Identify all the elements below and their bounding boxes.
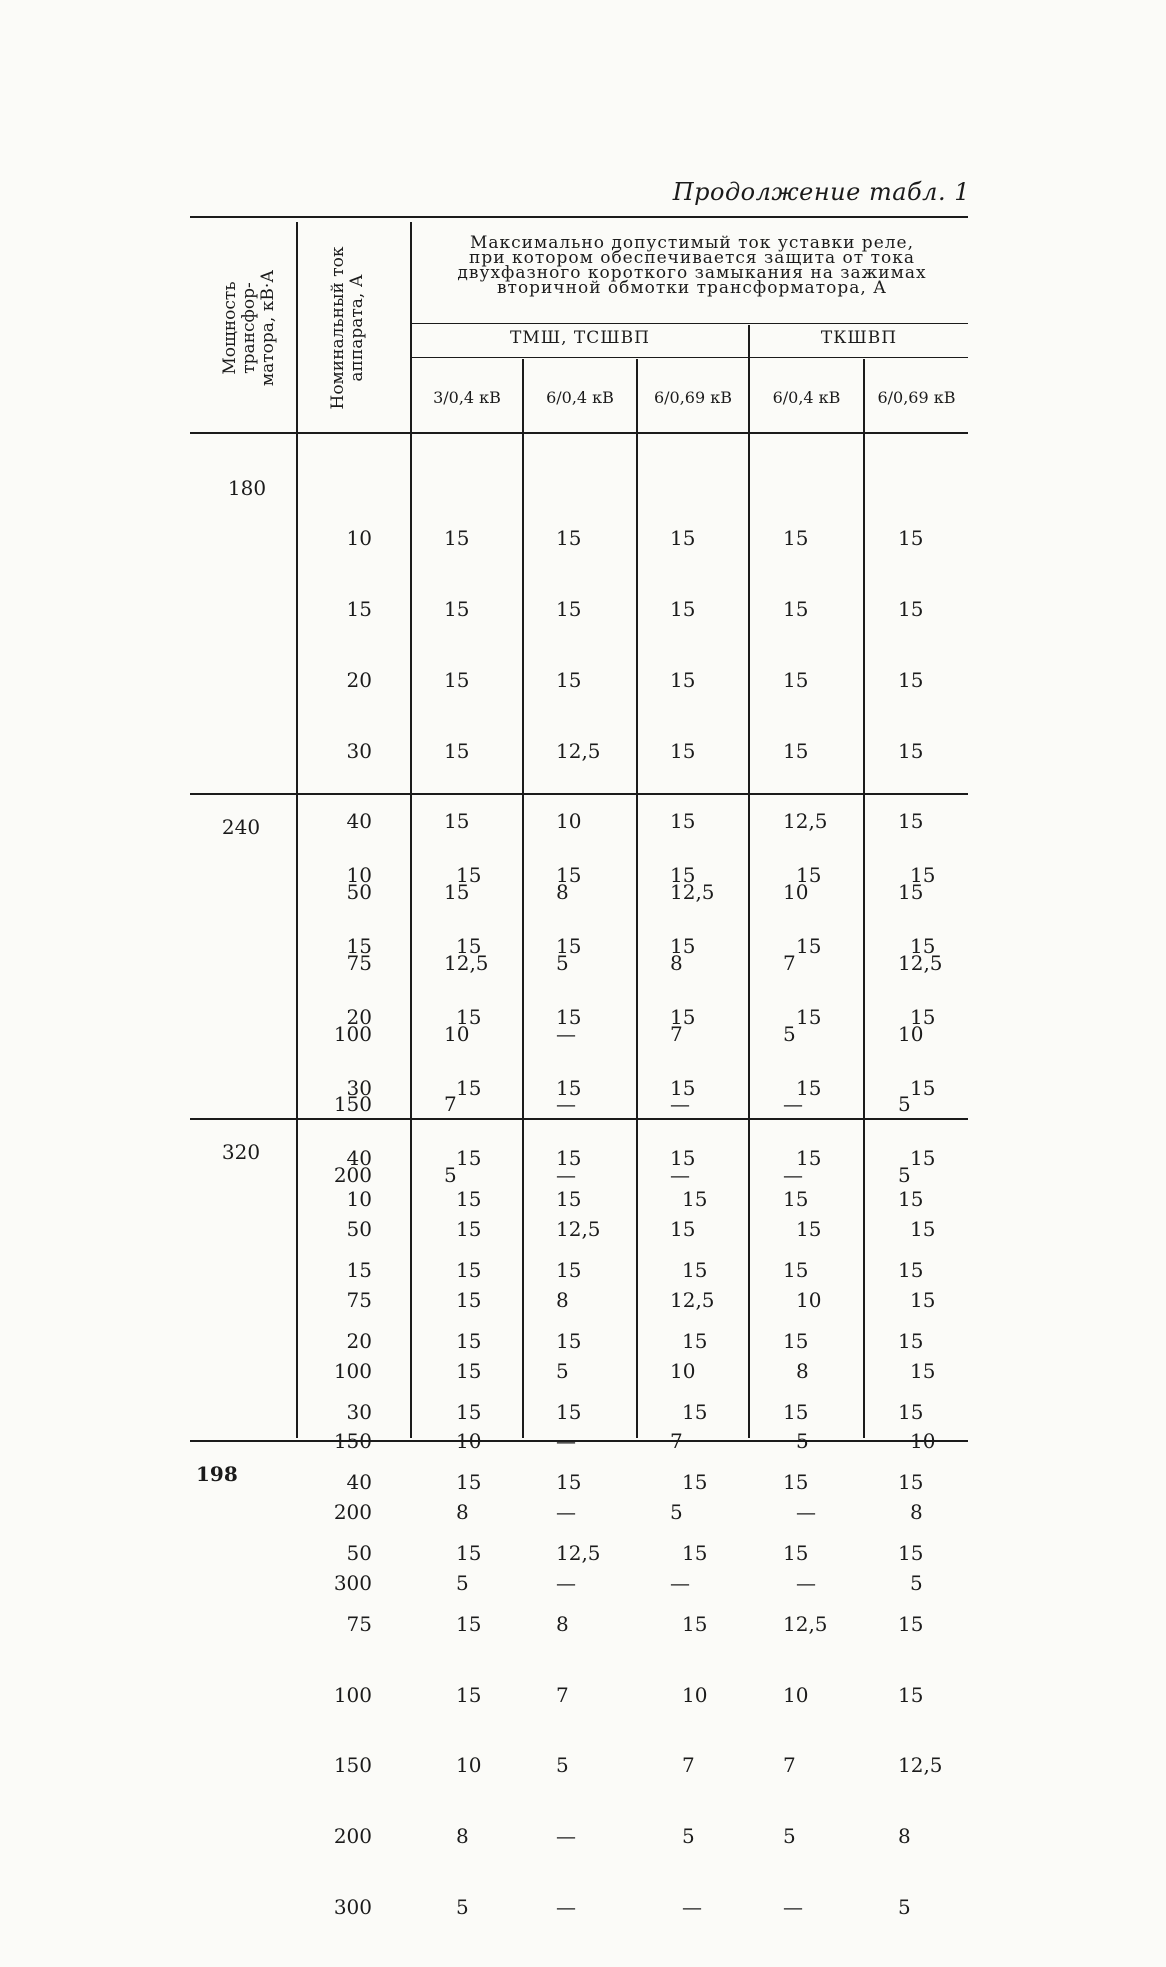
setting-current: 15 xyxy=(556,1399,582,1424)
rated-current: 10 xyxy=(346,1187,372,1212)
setting-current: 15 xyxy=(898,880,924,905)
setting-current: 15 xyxy=(456,1287,482,1312)
setting-current: — xyxy=(556,1895,576,1919)
setting-current: — xyxy=(556,1824,576,1849)
setting-current: 15 xyxy=(556,1328,582,1353)
setting-current: 15 xyxy=(670,1004,696,1029)
setting-current: 15 xyxy=(783,1470,809,1495)
rated-current: 150 xyxy=(333,1429,372,1454)
setting-current: 15 xyxy=(910,933,936,958)
setting-current: — xyxy=(556,1500,576,1525)
rated-current: 10 xyxy=(346,863,372,888)
setting-current: 10 xyxy=(783,1682,809,1707)
setting-current: 15 xyxy=(796,863,822,888)
setting-current: 8 xyxy=(556,1611,569,1636)
setting-current: 15 xyxy=(783,667,809,692)
rated-current: 50 xyxy=(346,1541,372,1566)
setting-current: 10 xyxy=(783,880,809,905)
setting-current: 15 xyxy=(898,1470,924,1495)
setting-current: — xyxy=(670,1571,690,1595)
setting-current: — xyxy=(783,1163,803,1188)
setting-current: 15 xyxy=(898,1328,924,1353)
setting-current: 5 xyxy=(456,1895,469,1919)
setting-current: 15 xyxy=(670,1217,696,1242)
rated-current: 40 xyxy=(346,809,372,834)
setting-current: — xyxy=(556,1021,576,1046)
subheader-2: 6/0,4 кВ xyxy=(546,388,614,407)
setting-current: 15 xyxy=(444,738,470,763)
setting-current: 15 xyxy=(783,1187,809,1212)
rated-current: 20 xyxy=(346,667,372,692)
subheader-5: 6/0,69 кВ xyxy=(877,388,956,407)
setting-current: 15 xyxy=(910,1217,936,1242)
setting-current: 15 xyxy=(556,1075,582,1100)
setting-current: 15 xyxy=(670,933,696,958)
setting-current: 10 xyxy=(670,1358,696,1383)
rated-current: 30 xyxy=(346,1075,372,1100)
rated-current: 50 xyxy=(346,1217,372,1242)
rated-current: 40 xyxy=(346,1470,372,1495)
setting-current: 5 xyxy=(444,1163,457,1188)
setting-current: 15 xyxy=(670,526,696,551)
setting-current: 15 xyxy=(556,526,582,551)
setting-current: 15 xyxy=(556,667,582,692)
rated-current: 200 xyxy=(333,1163,372,1188)
col-rule-f xyxy=(863,359,865,1438)
setting-current: 15 xyxy=(456,1611,482,1636)
setting-current: 8 xyxy=(556,1287,569,1312)
setting-current: 15 xyxy=(898,738,924,763)
setting-current: 15 xyxy=(898,1257,924,1282)
setting-current-list xyxy=(898,1141,943,1967)
setting-current: 12,5 xyxy=(670,880,715,905)
setting-current-list xyxy=(456,1141,481,1967)
rated-current: 100 xyxy=(333,1358,372,1383)
group-header-tkshvp: ТКШВП xyxy=(820,328,898,348)
setting-current: 15 xyxy=(910,1287,936,1312)
rated-current: 40 xyxy=(346,1146,372,1171)
setting-current: 5 xyxy=(796,1429,809,1454)
setting-current: 15 xyxy=(456,933,482,958)
rated-current: 200 xyxy=(333,1824,372,1849)
setting-current: 15 xyxy=(556,1187,582,1212)
setting-current: 15 xyxy=(556,1470,582,1495)
setting-current: 15 xyxy=(898,1682,924,1707)
rated-current: 100 xyxy=(333,1682,372,1707)
setting-current: 10 xyxy=(456,1429,482,1454)
rated-current: 300 xyxy=(333,1895,372,1919)
subheader-4: 6/0,4 кВ xyxy=(772,388,841,407)
power-value: 180 xyxy=(227,476,267,500)
rated-current: 150 xyxy=(333,1092,372,1117)
setting-current: 15 xyxy=(444,880,470,905)
setting-current: 15 xyxy=(456,1541,482,1566)
group-header-tmsh: ТМШ, ТСШВП xyxy=(509,328,650,348)
setting-current: 8 xyxy=(670,950,683,975)
setting-current: 7 xyxy=(783,1753,796,1778)
setting-current: 12,5 xyxy=(670,1287,715,1312)
setting-current: 15 xyxy=(898,1541,924,1566)
rated-current: 15 xyxy=(346,1257,372,1282)
setting-current: 15 xyxy=(670,1075,696,1100)
setting-current: 15 xyxy=(682,1611,708,1636)
setting-current: — xyxy=(556,1429,576,1454)
setting-current: 10 xyxy=(444,1021,470,1046)
setting-current: 15 xyxy=(898,1187,924,1212)
setting-current: 12,5 xyxy=(556,738,601,763)
setting-current: 15 xyxy=(898,667,924,692)
col-rule-a xyxy=(296,222,298,1438)
setting-current: 5 xyxy=(556,1358,569,1383)
setting-current: 15 xyxy=(456,1682,482,1707)
rated-current: 150 xyxy=(333,1753,372,1778)
col-rule-e xyxy=(748,325,750,1438)
rated-current: 75 xyxy=(346,1287,372,1312)
setting-current: 15 xyxy=(783,1399,809,1424)
subheader-3: 6/0,69 кВ xyxy=(653,388,733,407)
setting-current: 15 xyxy=(444,526,470,551)
setting-current: 15 xyxy=(783,1257,809,1282)
setting-current: 15 xyxy=(796,1217,822,1242)
setting-current: 5 xyxy=(556,1753,569,1778)
rated-current: 75 xyxy=(346,1611,372,1636)
setting-current: 7 xyxy=(444,1092,457,1117)
setting-current: 10 xyxy=(456,1753,482,1778)
setting-current: 5 xyxy=(783,1021,796,1046)
setting-current: — xyxy=(682,1895,702,1919)
setting-current: 7 xyxy=(556,1682,569,1707)
setting-current: 15 xyxy=(670,667,696,692)
setting-current: 15 xyxy=(783,738,809,763)
rated-current-col-header: Номинальный ток аппарата, А xyxy=(328,246,367,410)
setting-current: 15 xyxy=(682,1399,708,1424)
rated-current: 75 xyxy=(346,950,372,975)
max-current-header: Максимально допустимый ток уставки реле, при котором обеспечивается защита от тока двухфазного короткого замыкания на зажимах вторичной обмотки трансформатора, А xyxy=(457,233,927,298)
setting-current: 15 xyxy=(796,933,822,958)
setting-current: 15 xyxy=(796,1146,822,1171)
setting-current: 15 xyxy=(783,1328,809,1353)
setting-current: 15 xyxy=(456,1004,482,1029)
setting-current: 5 xyxy=(783,1824,796,1849)
setting-current: 15 xyxy=(783,1541,809,1566)
rated-current: 20 xyxy=(346,1328,372,1353)
col-rule-d xyxy=(636,359,638,1438)
setting-current: 15 xyxy=(456,1399,482,1424)
setting-current: — xyxy=(796,1500,816,1525)
setting-current: 12,5 xyxy=(898,1753,943,1778)
rated-current: 200 xyxy=(333,1500,372,1525)
power-col-header: Мощность трансфор- матора, кВ·А xyxy=(220,269,278,387)
setting-current: 15 xyxy=(556,596,582,621)
setting-current: 10 xyxy=(796,1287,822,1312)
setting-current: 12,5 xyxy=(444,950,489,975)
setting-current: 15 xyxy=(796,1004,822,1029)
power-value: 320 xyxy=(221,1140,261,1164)
setting-current: 15 xyxy=(910,1004,936,1029)
rated-current-list xyxy=(310,1141,372,1967)
setting-current: — xyxy=(670,1092,690,1117)
subheader-1: 3/0,4 кВ xyxy=(433,388,501,407)
setting-current: 7 xyxy=(682,1753,695,1778)
setting-current: 15 xyxy=(898,596,924,621)
setting-current: 15 xyxy=(898,1611,924,1636)
setting-current: 10 xyxy=(898,1021,924,1046)
setting-current: 5 xyxy=(682,1824,695,1849)
setting-current: 12,5 xyxy=(556,1541,601,1566)
setting-current: 15 xyxy=(670,738,696,763)
rated-current: 30 xyxy=(346,738,372,763)
setting-current: 12,5 xyxy=(783,1611,828,1636)
setting-current-list xyxy=(783,1141,828,1967)
setting-current: 15 xyxy=(456,1470,482,1495)
setting-current: 15 xyxy=(556,1257,582,1282)
setting-current: 15 xyxy=(682,1257,708,1282)
setting-current: 15 xyxy=(910,1146,936,1171)
setting-current: 8 xyxy=(910,1500,923,1525)
setting-current: 15 xyxy=(556,933,582,958)
table-top-rule xyxy=(190,216,968,218)
setting-current: 8 xyxy=(456,1500,469,1525)
setting-current: — xyxy=(783,1895,803,1919)
header-bottom-rule xyxy=(190,432,968,434)
rated-current: 10 xyxy=(346,526,372,551)
setting-current: 15 xyxy=(456,1328,482,1353)
power-value: 240 xyxy=(221,815,261,839)
setting-current: 15 xyxy=(456,1146,482,1171)
header-group-rule xyxy=(412,323,968,324)
setting-current: 5 xyxy=(910,1571,923,1595)
header-sub-rule xyxy=(412,357,968,358)
setting-current: 15 xyxy=(898,809,924,834)
continuation-title: Продолжение табл. 1 xyxy=(672,178,970,206)
setting-current: 7 xyxy=(670,1429,683,1454)
setting-current: 15 xyxy=(670,1146,696,1171)
setting-current: 5 xyxy=(898,1895,911,1919)
setting-current: 12,5 xyxy=(783,809,828,834)
setting-current: 15 xyxy=(456,1217,482,1242)
setting-current: 15 xyxy=(796,1075,822,1100)
setting-current: 15 xyxy=(456,1075,482,1100)
setting-current: — xyxy=(796,1571,816,1595)
setting-current: 8 xyxy=(556,880,569,905)
setting-current: 8 xyxy=(796,1358,809,1383)
setting-current: 15 xyxy=(456,863,482,888)
page-number: 198 xyxy=(196,1462,238,1486)
setting-current: 15 xyxy=(910,863,936,888)
setting-current: 15 xyxy=(682,1187,708,1212)
setting-current: 15 xyxy=(898,1399,924,1424)
rated-current: 20 xyxy=(346,1004,372,1029)
setting-current: 15 xyxy=(456,1257,482,1282)
setting-current: 15 xyxy=(444,809,470,834)
setting-current: 15 xyxy=(556,1146,582,1171)
setting-current: 15 xyxy=(556,863,582,888)
setting-current: 15 xyxy=(670,863,696,888)
setting-current: 5 xyxy=(898,1092,911,1117)
setting-current: 7 xyxy=(783,950,796,975)
setting-current: 5 xyxy=(556,950,569,975)
setting-current: 15 xyxy=(444,596,470,621)
rated-current: 50 xyxy=(346,880,372,905)
setting-current: 15 xyxy=(783,526,809,551)
setting-current: 15 xyxy=(783,596,809,621)
setting-current: 7 xyxy=(670,1021,683,1046)
setting-current-list xyxy=(556,1141,601,1967)
rated-current: 15 xyxy=(346,933,372,958)
setting-current: 15 xyxy=(682,1541,708,1566)
rated-current: 100 xyxy=(333,1021,372,1046)
setting-current: 12,5 xyxy=(556,1217,601,1242)
setting-current: 15 xyxy=(556,1004,582,1029)
setting-current: 5 xyxy=(670,1500,683,1525)
setting-current: 10 xyxy=(682,1682,708,1707)
setting-current: 15 xyxy=(670,596,696,621)
setting-current: 15 xyxy=(456,1358,482,1383)
rated-current: 30 xyxy=(346,1399,372,1424)
setting-current: 15 xyxy=(910,1075,936,1100)
rated-current: 15 xyxy=(346,596,372,621)
setting-current: 10 xyxy=(910,1429,936,1454)
setting-current: 8 xyxy=(456,1824,469,1849)
setting-current: 15 xyxy=(898,526,924,551)
rated-current: 300 xyxy=(333,1571,372,1595)
col-rule-c xyxy=(522,359,524,1438)
setting-current: 10 xyxy=(556,809,582,834)
setting-current: 12,5 xyxy=(898,950,943,975)
setting-current: — xyxy=(670,1163,690,1188)
setting-current: — xyxy=(556,1163,576,1188)
setting-current: 15 xyxy=(444,667,470,692)
setting-current: 15 xyxy=(682,1470,708,1495)
setting-current: 8 xyxy=(898,1824,911,1849)
setting-current: 5 xyxy=(456,1571,469,1595)
setting-current: — xyxy=(556,1092,576,1117)
setting-current: 15 xyxy=(670,809,696,834)
setting-current: 5 xyxy=(898,1163,911,1188)
setting-current: 15 xyxy=(682,1328,708,1353)
setting-current: — xyxy=(556,1571,576,1595)
setting-current-list xyxy=(682,1141,707,1967)
setting-current: 15 xyxy=(456,1187,482,1212)
setting-current: 15 xyxy=(910,1358,936,1383)
setting-current: — xyxy=(783,1092,803,1117)
